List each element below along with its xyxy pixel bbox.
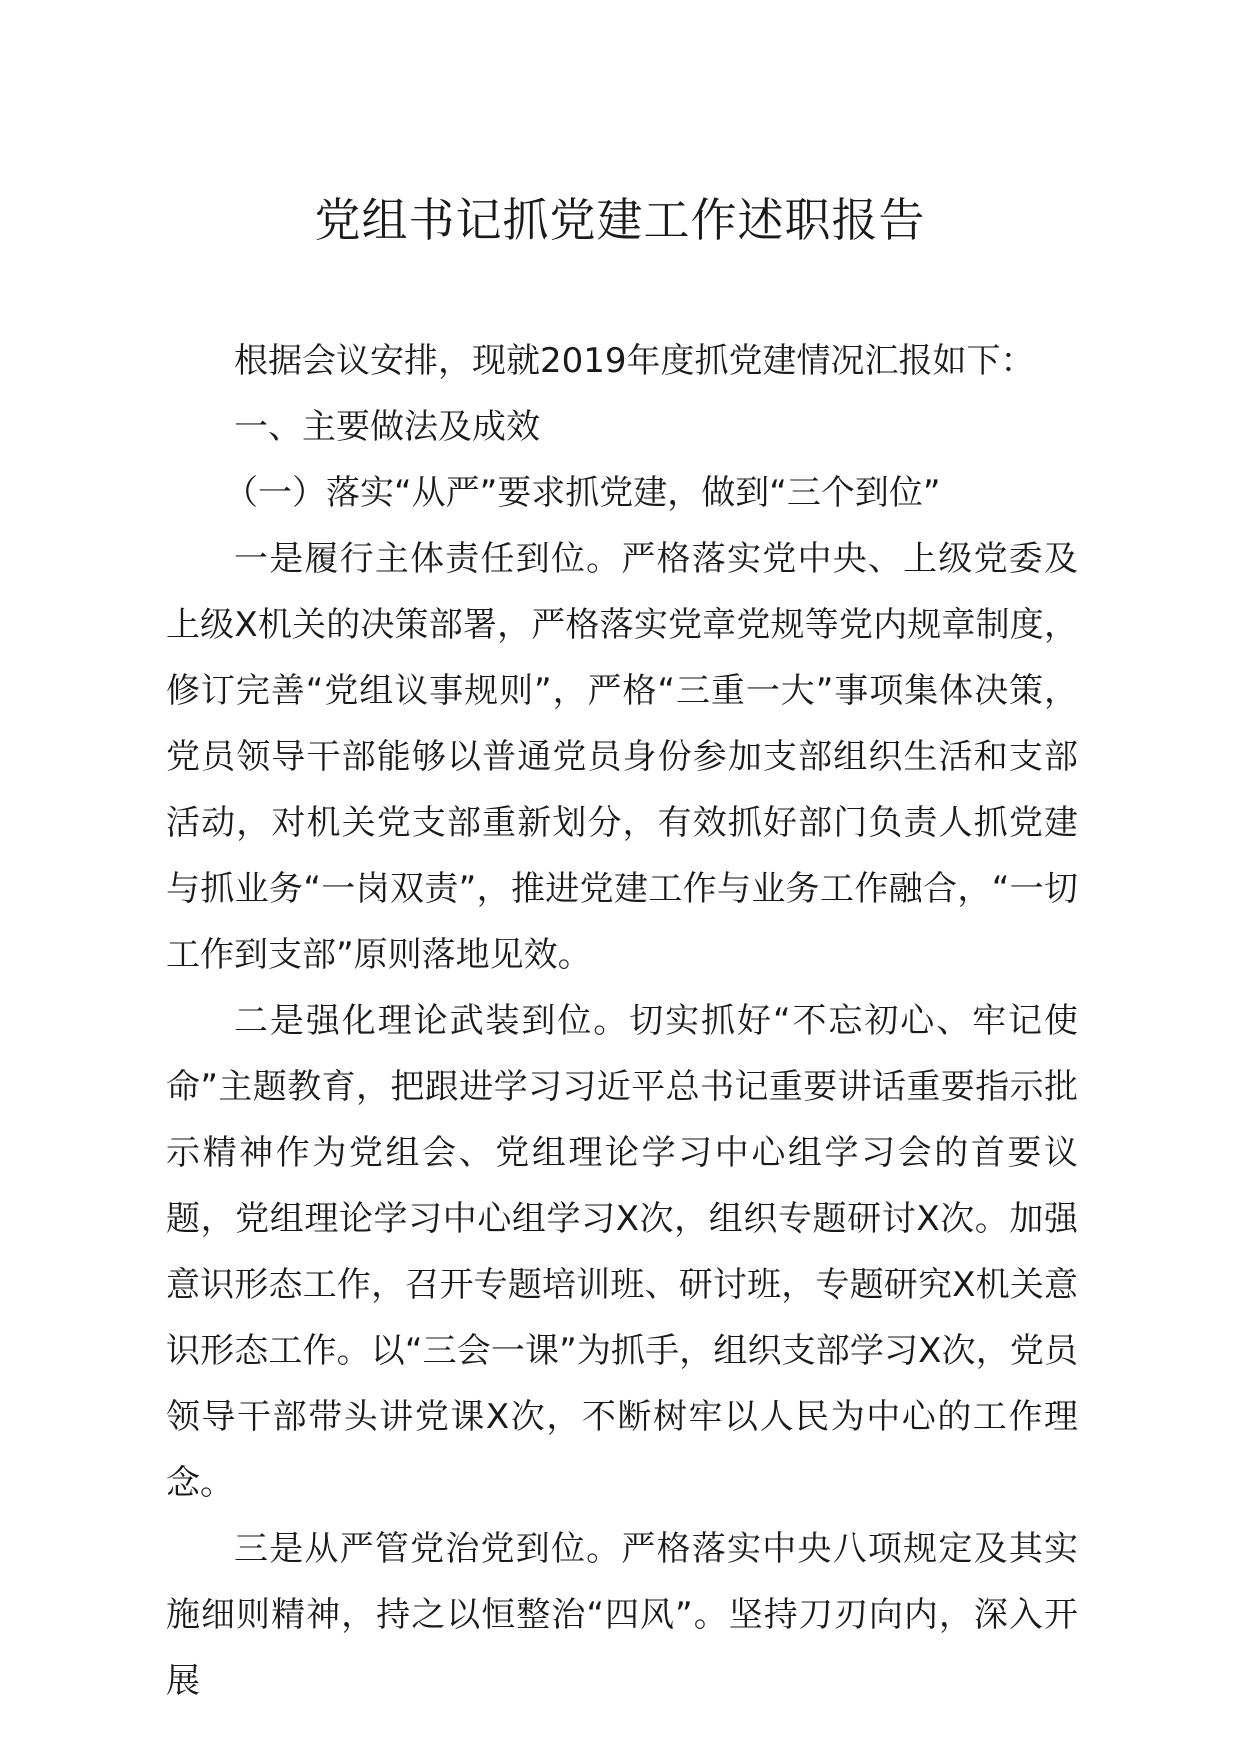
body-paragraph: 三是从严管党治党到位。严格落实中央八项规定及其实施细则精神，持之以恒整治“四风”。坚持刀刃向内，深入开展 xyxy=(166,1529,1078,1701)
document-title: 党组书记抓党建工作述职报告 xyxy=(314,193,926,247)
subsection-heading: （一）落实“从严”要求抓党建，做到“三个到位” xyxy=(224,473,941,513)
document-body xyxy=(166,328,1078,1714)
section-heading: 一、主要做法及成效 xyxy=(234,407,540,447)
body-paragraph: 一是履行主体责任到位。严格落实党中央、上级党委及上级X机关的决策部署，严格落实党章党规等党内规章制度，修订完善“党组议事规则”，严格“三重一大”事项集体决策，党员领导干部能够以普通党员身份参加支部组织生活和支部活动，对机关党支部重新划分，有效抓好部门负责人抓党建与抓业务“一岗双责”，推进党建工作与业务工作融合，“一切工作到支部”原则落地见效。 xyxy=(166,539,1078,975)
intro-paragraph: 根据会议安排，现就2019年度抓党建情况汇报如下： xyxy=(234,341,1035,381)
body-paragraph: 二是强化理论武装到位。切实抓好“不忘初心、牢记使命”主题教育，把跟进学习习近平总书记重要讲话重要指示批示精神作为党组会、党组理论学习中心组学习会的首要议题，党组理论学习中心组学习X次，组织专题研讨X次。加强意识形态工作，召开专题培训班、研讨班，专题研究X机关意识形态工作。以“三会一课”为抓手，组织支部学习X次，党员领导干部带头讲党课X次，不断树牢以人民为中心的工作理念。 xyxy=(166,1001,1078,1503)
